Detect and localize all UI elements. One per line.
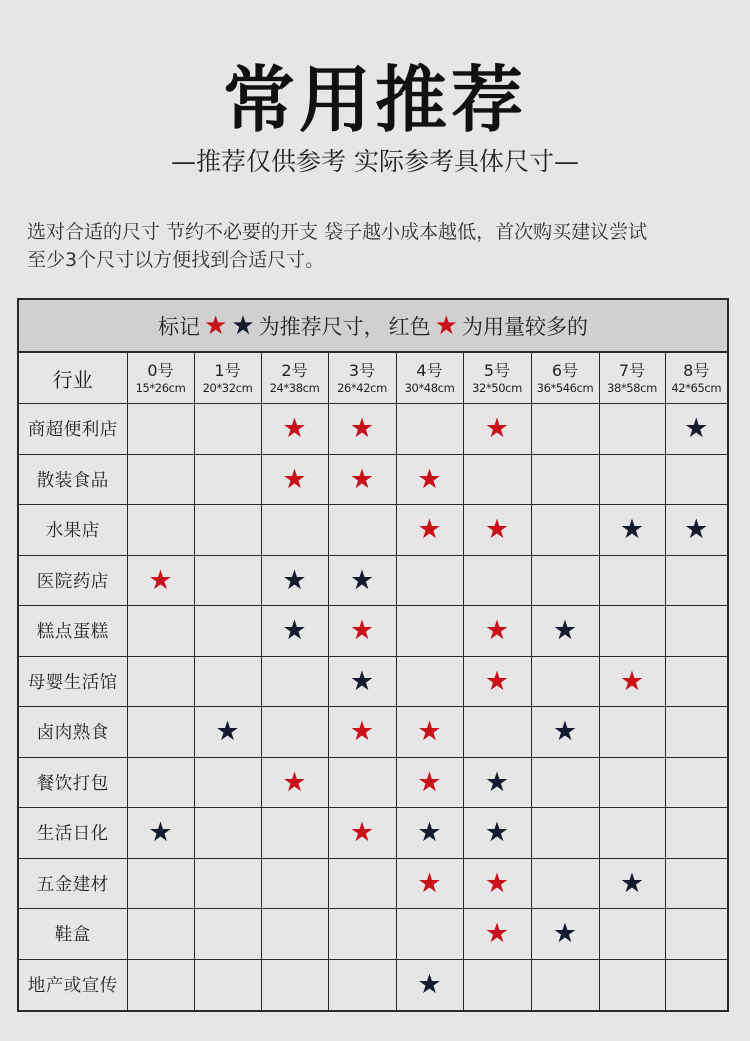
size-cell: [127, 656, 194, 707]
red-star-icon: ★: [484, 867, 510, 899]
size-cell: [463, 404, 531, 455]
red-star-icon: ★: [282, 413, 307, 445]
industry-name: 糕点蛋糕: [19, 606, 127, 657]
size-dimensions: 30*48cm: [404, 381, 455, 395]
size-cell: [328, 656, 396, 707]
size-header: [328, 353, 396, 404]
size-cell: [127, 454, 194, 505]
industry-name: 水果店: [19, 505, 127, 556]
red-star-icon: ★: [417, 463, 442, 495]
size-cell: [599, 505, 665, 556]
size-cell: [328, 909, 396, 960]
size-cell: [665, 404, 727, 455]
size-cell: [463, 505, 531, 556]
size-dimensions: 32*50cm: [472, 381, 522, 395]
size-name: 5号: [483, 361, 511, 380]
size-cell: [261, 858, 328, 909]
size-cell: [665, 959, 727, 1010]
table-row: [19, 505, 727, 556]
size-cell: [531, 656, 599, 707]
size-cell: [463, 959, 531, 1010]
size-header: [599, 353, 665, 404]
size-cell: [531, 757, 599, 808]
table-row: [19, 606, 727, 657]
size-cell: [531, 959, 599, 1010]
size-cell: [531, 808, 599, 859]
size-cell: [127, 858, 194, 909]
black-star-icon: ★: [417, 817, 442, 849]
size-name: 6号: [551, 361, 579, 380]
size-cell: [396, 707, 463, 758]
size-cell: [194, 757, 261, 808]
size-name: 3号: [348, 361, 376, 380]
size-cell: [396, 606, 463, 657]
size-cell: [599, 909, 665, 960]
size-header: [665, 353, 727, 404]
industry-name: 地产或宣传: [19, 959, 127, 1010]
description: [27, 218, 737, 274]
table-row: [19, 454, 727, 505]
size-cell: [328, 606, 396, 657]
table-row: [19, 909, 727, 960]
size-cell: [531, 454, 599, 505]
size-cell: [261, 959, 328, 1010]
size-cell: [328, 404, 396, 455]
legend-prefix: 标记: [158, 314, 201, 339]
size-cell: [127, 505, 194, 556]
black-star-icon: ★: [282, 564, 307, 596]
legend-red-label: 红色: [388, 314, 431, 339]
size-cell: [194, 707, 261, 758]
size-grid: [19, 353, 727, 1010]
size-dimensions: 24*38cm: [269, 381, 320, 395]
size-cell: [194, 858, 261, 909]
red-star-icon: ★: [417, 514, 442, 546]
size-cell: [194, 808, 261, 859]
description-line-2: 至少3个尺寸以方便找到合适尺寸。: [27, 249, 325, 271]
size-cell: [396, 505, 463, 556]
size-cell: [261, 606, 328, 657]
size-dimensions: 20*32cm: [202, 381, 253, 395]
size-name: 8号: [683, 361, 710, 380]
industry-name: 鞋盒: [19, 909, 127, 960]
industry-name: 卤肉熟食: [19, 707, 127, 758]
size-recommendation-table: [17, 298, 729, 1012]
table-row: [19, 404, 727, 455]
table-row: [19, 808, 727, 859]
size-cell: [665, 757, 727, 808]
size-cell: [463, 707, 531, 758]
size-cell: [665, 707, 727, 758]
size-cell: [328, 555, 396, 606]
table-row: [19, 656, 727, 707]
red-star-icon: ★: [434, 310, 458, 341]
size-cell: [396, 555, 463, 606]
size-name: 1号: [214, 361, 241, 380]
size-dimensions: 36*546cm: [536, 381, 594, 395]
black-star-icon: ★: [484, 766, 510, 798]
size-cell: [599, 858, 665, 909]
size-header: [194, 353, 261, 404]
size-cell: [194, 555, 261, 606]
size-cell: [261, 909, 328, 960]
size-cell: [261, 404, 328, 455]
size-cell: [396, 454, 463, 505]
size-cell: [665, 606, 727, 657]
size-cell: [463, 454, 531, 505]
size-cell: [127, 808, 194, 859]
table-row: [19, 959, 727, 1010]
black-star-icon: ★: [231, 310, 255, 341]
table-row: [19, 707, 727, 758]
size-cell: [396, 404, 463, 455]
size-cell: [599, 757, 665, 808]
red-star-icon: ★: [417, 867, 442, 899]
red-star-icon: ★: [204, 310, 228, 341]
size-cell: [328, 505, 396, 556]
size-cell: [531, 909, 599, 960]
size-cell: [531, 858, 599, 909]
size-cell: [127, 404, 194, 455]
size-cell: [261, 505, 328, 556]
black-star-icon: ★: [417, 969, 442, 1000]
table-row: [19, 858, 727, 909]
size-cell: [127, 606, 194, 657]
size-cell: [463, 555, 531, 606]
industry-name: 生活日化: [19, 808, 127, 859]
size-cell: [396, 909, 463, 960]
red-star-icon: ★: [417, 716, 442, 748]
red-star-icon: ★: [282, 766, 307, 798]
page-subtitle: —推荐仅供参考 实际参考具体尺寸—: [171, 147, 579, 176]
size-cell: [127, 909, 194, 960]
size-cell: [396, 858, 463, 909]
red-star-icon: ★: [349, 615, 375, 647]
red-star-icon: ★: [349, 413, 375, 445]
black-star-icon: ★: [148, 817, 173, 849]
size-cell: [665, 656, 727, 707]
size-cell: [463, 656, 531, 707]
industry-name: 医院药店: [19, 555, 127, 606]
size-cell: [599, 555, 665, 606]
black-star-icon: ★: [349, 665, 375, 697]
size-dimensions: 42*65cm: [671, 381, 722, 395]
size-name: 0号: [147, 361, 174, 380]
size-cell: [194, 656, 261, 707]
size-header: [531, 353, 599, 404]
size-cell: [531, 555, 599, 606]
red-star-icon: ★: [148, 564, 173, 596]
size-cell: [665, 505, 727, 556]
size-cell: [665, 808, 727, 859]
black-star-icon: ★: [552, 716, 578, 748]
black-star-icon: ★: [619, 514, 645, 546]
size-cell: [531, 505, 599, 556]
size-cell: [599, 606, 665, 657]
red-star-icon: ★: [417, 766, 442, 798]
size-cell: [665, 555, 727, 606]
description-line-1: 选对合适的尺寸 节约不必要的开支 袋子越小成本越低，首次购买建议尝试: [27, 221, 648, 243]
size-cell: [665, 909, 727, 960]
size-dimensions: 15*26cm: [135, 381, 186, 395]
size-header: [261, 353, 328, 404]
black-star-icon: ★: [552, 918, 578, 950]
red-star-icon: ★: [619, 665, 645, 697]
size-cell: [665, 454, 727, 505]
size-cell: [194, 959, 261, 1010]
size-cell: [127, 757, 194, 808]
size-cell: [261, 707, 328, 758]
legend-suffix: 为用量较多的: [461, 314, 588, 339]
size-cell: [127, 707, 194, 758]
size-cell: [463, 808, 531, 859]
size-cell: [396, 808, 463, 859]
size-cell: [463, 606, 531, 657]
size-cell: [531, 606, 599, 657]
size-cell: [665, 858, 727, 909]
black-star-icon: ★: [349, 564, 375, 596]
size-cell: [599, 707, 665, 758]
size-cell: [261, 757, 328, 808]
legend-middle: 为推荐尺寸，: [258, 314, 385, 339]
red-star-icon: ★: [484, 918, 510, 950]
size-header: [463, 353, 531, 404]
black-star-icon: ★: [552, 615, 578, 647]
red-star-icon: ★: [484, 413, 510, 445]
red-star-icon: ★: [484, 615, 510, 647]
industry-name: 餐饮打包: [19, 757, 127, 808]
size-dimensions: 26*42cm: [337, 381, 387, 395]
size-cell: [531, 707, 599, 758]
size-cell: [328, 707, 396, 758]
industry-name: 母婴生活馆: [19, 656, 127, 707]
size-cell: [127, 555, 194, 606]
size-cell: [328, 757, 396, 808]
size-cell: [194, 909, 261, 960]
size-cell: [328, 959, 396, 1010]
size-cell: [599, 454, 665, 505]
black-star-icon: ★: [215, 716, 240, 748]
size-name: 4号: [416, 361, 443, 380]
size-cell: [127, 959, 194, 1010]
size-cell: [261, 555, 328, 606]
size-cell: [396, 656, 463, 707]
industry-name: 散装食品: [19, 454, 127, 505]
size-cell: [463, 757, 531, 808]
size-name: 2号: [281, 361, 308, 380]
size-cell: [463, 858, 531, 909]
size-cell: [194, 505, 261, 556]
size-cell: [599, 808, 665, 859]
size-cell: [599, 656, 665, 707]
size-name: 7号: [618, 361, 646, 380]
black-star-icon: ★: [619, 867, 645, 899]
table-row: [19, 555, 727, 606]
size-cell: [261, 808, 328, 859]
size-cell: [328, 858, 396, 909]
black-star-icon: ★: [282, 615, 307, 647]
size-cell: [463, 909, 531, 960]
table-row: [19, 757, 727, 808]
black-star-icon: ★: [484, 817, 510, 849]
black-star-icon: ★: [684, 514, 709, 546]
size-cell: [599, 404, 665, 455]
size-cell: [194, 454, 261, 505]
size-dimensions: 38*58cm: [607, 381, 657, 395]
size-cell: [194, 404, 261, 455]
size-header: [396, 353, 463, 404]
size-cell: [261, 454, 328, 505]
red-star-icon: ★: [349, 716, 375, 748]
size-cell: [396, 757, 463, 808]
size-cell: [261, 656, 328, 707]
size-cell: [599, 959, 665, 1010]
red-star-icon: ★: [484, 514, 510, 546]
size-cell: [194, 606, 261, 657]
industry-column-header: 行业: [19, 353, 127, 404]
red-star-icon: ★: [349, 817, 375, 849]
size-cell: [328, 454, 396, 505]
size-header: [127, 353, 194, 404]
industry-name: 五金建材: [19, 858, 127, 909]
size-cell: [531, 404, 599, 455]
size-cell: [396, 959, 463, 1010]
red-star-icon: ★: [484, 665, 510, 697]
page-title: 常用推荐: [222, 58, 527, 142]
industry-name: 商超便利店: [19, 404, 127, 455]
legend-bar: [19, 300, 727, 353]
red-star-icon: ★: [349, 463, 375, 495]
red-star-icon: ★: [282, 463, 307, 495]
size-cell: [328, 808, 396, 859]
header-row: [19, 353, 727, 404]
black-star-icon: ★: [684, 413, 709, 445]
